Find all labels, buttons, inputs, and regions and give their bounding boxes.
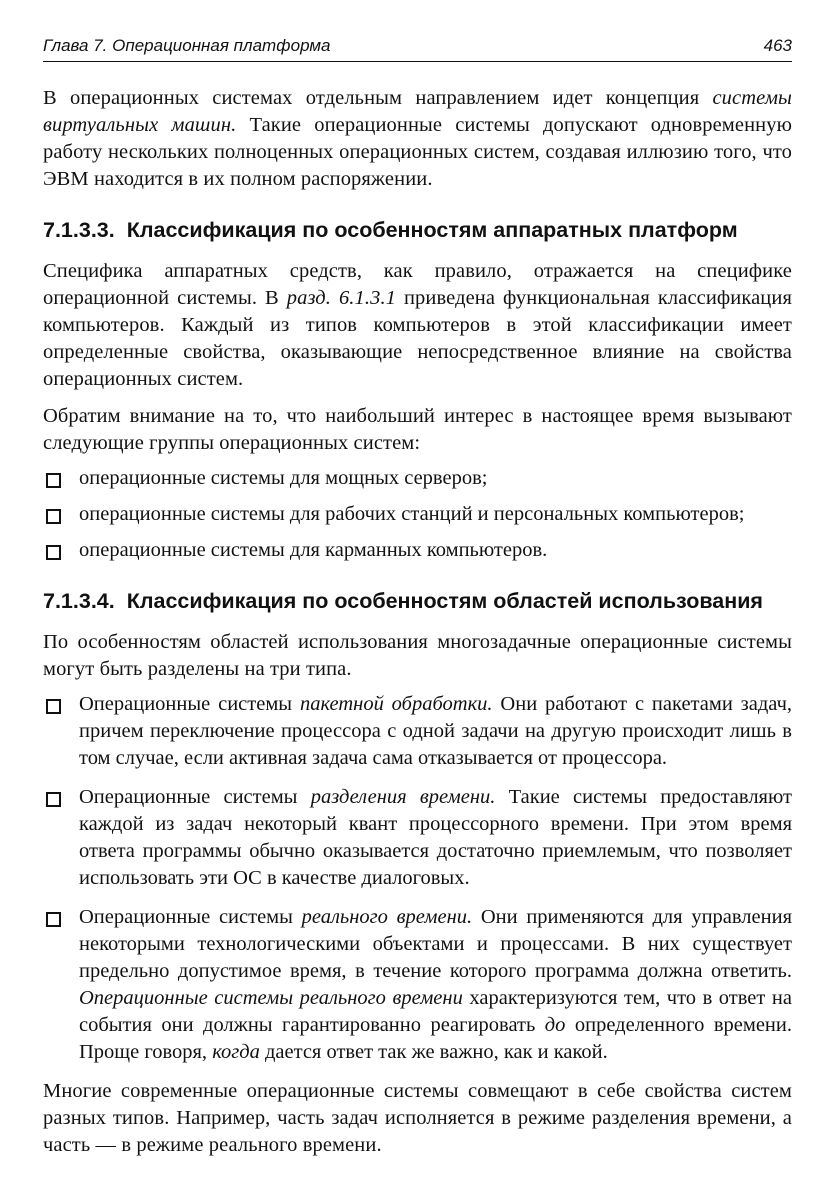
section1-paragraph-2: Обратим внимание на то, что наибольший интерес в настоящее время вызывают следующие группы операционных систем: (43, 405, 792, 454)
section2-paragraph-1: По особенностям областей использования многозадачные операционные системы могут быть разделены на три типа. (43, 631, 792, 680)
section1-paragraph-1 (43, 258, 792, 393)
checkbox-bullet-icon (46, 912, 61, 927)
text: определенного времени. Проще говоря, (79, 1014, 792, 1063)
list-item-text (79, 784, 792, 892)
section-reference: разд. 6.1.3.1 (286, 287, 397, 309)
text: Операционные системы (79, 786, 311, 808)
section-heading-7-1-3-3 (43, 217, 792, 244)
running-header (43, 36, 792, 62)
list-item-text (79, 691, 792, 772)
checkbox-bullet-icon (46, 699, 61, 714)
para-text: приведена функциональная классификация компьютеров. Каждый из типов компьютеров в этой классификации имеет определенные свойства, оказывающие непосредственное влияние на свойства операционных систем. (43, 287, 792, 390)
para-text: Специфика аппаратных средств, как правило, отражается на специфике операционной системы. В (43, 260, 792, 309)
text: Операционные системы (79, 906, 302, 928)
os-types-list (43, 691, 792, 1066)
list-item (43, 537, 792, 564)
os-groups-list (43, 465, 792, 564)
list-item-text (79, 904, 792, 1066)
book-page (43, 36, 792, 1159)
term: реального времени. (301, 906, 473, 928)
text: характеризуются тем, что в ответ на события они должны гарантированно реагировать (79, 987, 792, 1036)
list-item-text: операционные системы для карманных компьютеров. (79, 539, 548, 561)
closing-paragraph: Многие современные операционные системы совмещают в себе свойства систем разных типов. Например, часть задач исполняется в режиме разделения времени, а часть — в режиме реального времени. (43, 1080, 792, 1156)
term: до (544, 1014, 566, 1036)
intro-text-1: В операционных системах отдельным направлением идет концепция (43, 87, 713, 109)
intro-paragraph (43, 85, 792, 193)
list-item (43, 904, 792, 1066)
page-number: 463 (763, 36, 792, 55)
list-item-text: операционные системы для рабочих станций и персональных компьютеров; (79, 503, 745, 525)
term: пакетной обработки. (299, 693, 493, 715)
term: разделения времени. (310, 786, 496, 808)
section-heading-7-1-3-4 (43, 588, 792, 615)
text: Такие системы предоставляют каждой из задач некоторый квант процессорного времени. При этом время ответа программы обычно оказывается достаточно приемлемым, что позволяет использовать эти ОС в качестве диалоговых. (79, 786, 792, 889)
text: дается ответ так же важно, как и какой. (259, 1041, 608, 1063)
section-number: 7.1.3.4. (43, 589, 115, 613)
checkbox-bullet-icon (46, 792, 61, 807)
list-item (43, 691, 792, 772)
list-item (43, 784, 792, 892)
term: когда (212, 1041, 260, 1063)
section-title: Классификация по особенностям областей использования (126, 589, 763, 613)
page-content (43, 85, 792, 1159)
list-item (43, 465, 792, 492)
text: Операционные системы (79, 693, 300, 715)
intro-emphasis: системы виртуальных машин. (43, 87, 792, 136)
section-title: Классификация по особенностям аппаратных платформ (126, 218, 738, 242)
intro-text-2: Такие операционные системы допускают одновременную работу нескольких полноценных операционных систем, создавая иллюзию того, что ЭВМ находится в их полном распоряжении. (43, 114, 792, 190)
term: Операционные системы реального времени (79, 987, 463, 1009)
list-item-text: операционные системы для мощных серверов; (79, 467, 488, 489)
list-item (43, 501, 792, 528)
text: Они работают с пакетами задач, причем переключение процессора с одной задачи на другую происходит лишь в том случае, если активная задача сама отказывается от процессора. (79, 693, 793, 769)
text: Они применяются для управления некоторыми технологическими объектами и процессами. В них существует предельно допустимое время, в течение которого программа должна ответить. (79, 906, 792, 982)
checkbox-bullet-icon (46, 509, 61, 524)
checkbox-bullet-icon (46, 545, 61, 560)
checkbox-bullet-icon (46, 473, 61, 488)
chapter-title: Глава 7. Операционная платформа (43, 36, 331, 55)
section-number: 7.1.3.3. (43, 218, 115, 242)
